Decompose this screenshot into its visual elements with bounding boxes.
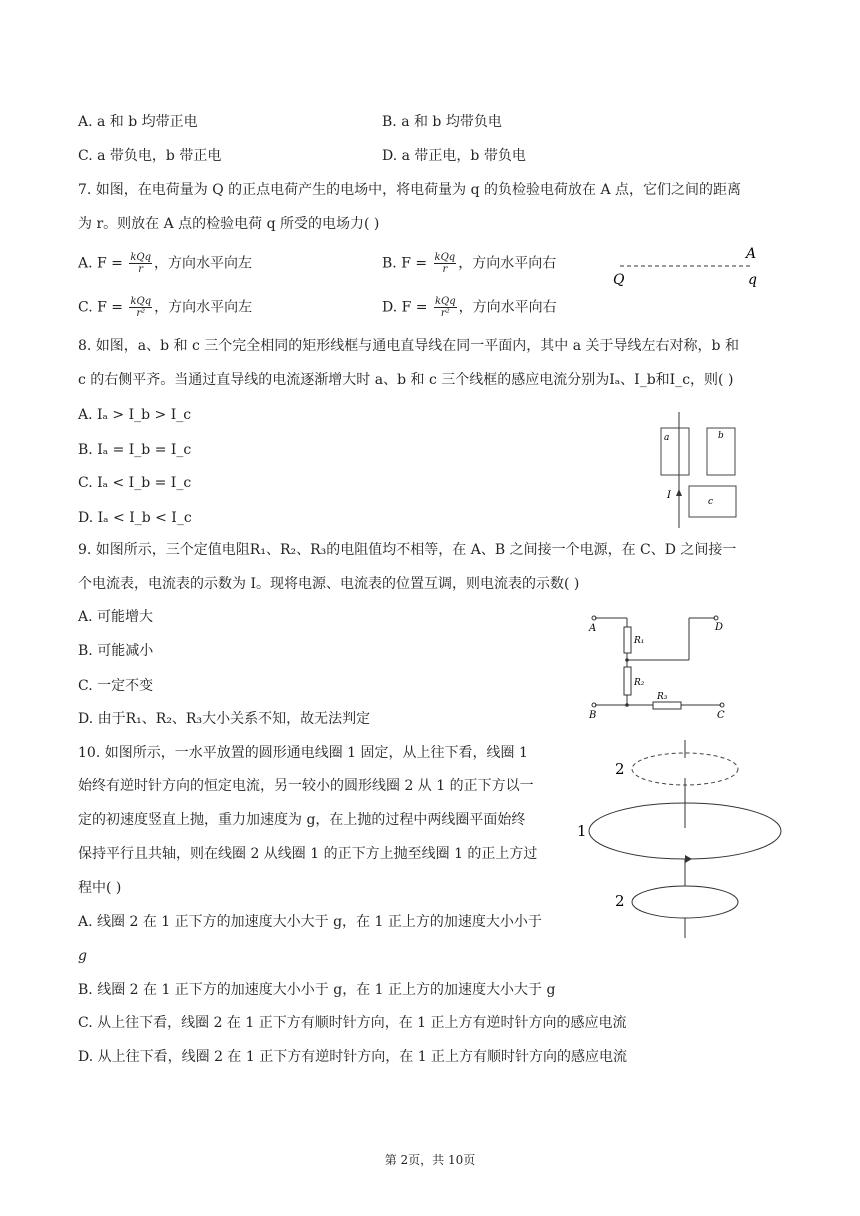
q10-label-coil-2-bottom: 2 [615, 892, 625, 910]
q7-option-b-fraction [434, 252, 457, 275]
q9-junction-dot-top [625, 658, 629, 662]
q9-stem-line1: 9. 如图所示，三个定值电阻R₁、R₂、R₃的电阻值均不相等，在 A、B 之间接一个电源，在 C、D 之间接一 [78, 542, 737, 558]
q9-resistor-R1 [624, 627, 631, 653]
q8-label-I: I [667, 490, 671, 501]
q10-stem-line4: 保持平行且共轴，则在线圈 2 从线圈 1 的正下方上抛至线圈 1 的正上方过 [78, 846, 538, 862]
q10-coil-2-bottom [632, 886, 738, 918]
q9-label-R1: R₁ [634, 636, 645, 646]
page-footer: 第 2页，共 10页 [384, 1153, 476, 1167]
q7-option-d-fraction [434, 296, 457, 319]
q7-figure [610, 244, 770, 292]
q10-option-a-line2: g [78, 948, 87, 964]
q9-option-c: C. 一定不变 [78, 678, 154, 694]
q10-label-coil-2-top: 2 [615, 760, 625, 778]
q7-option-d [382, 296, 557, 319]
q10-stem-line2: 始终有逆时针方向的恒定电流，另一较小的圆形线圈 2 从 1 的正下方以一 [78, 778, 534, 794]
q9-label-A: A [589, 623, 597, 634]
q8-option-d: D. Iₐ < I_b < I_c [78, 510, 192, 526]
q7-option-a-prefix: A. F = [78, 255, 123, 272]
q8-option-c: C. Iₐ < I_b = I_c [78, 475, 192, 491]
q10-stem-line3: 定的初速度竖直上抛，重力加速度为 g，在上抛的过程中两线圈平面始终 [78, 812, 526, 828]
q9-stem-line2: 个电流表，电流表的示数为 I。现将电源、电流表的位置互调，则电流表的示数( ) [78, 576, 580, 592]
q10-figure [575, 738, 795, 940]
q7-label-Q: Q [613, 272, 625, 288]
q7-option-b-suffix: ，方向水平向右 [458, 255, 557, 272]
q9-label-B: B [589, 710, 597, 721]
q7-option-c [78, 296, 252, 319]
q10-option-c: C. 从上往下看，线圈 2 在 1 正下方有顺时针方向，在 1 正上方有逆时针方向的感应电流 [78, 1015, 627, 1031]
q8-stem-line1: 8. 如图，a、b 和 c 三个完全相同的矩形线框与通电直导线在同一平面内，其中 a 关于导线左右对称，b 和 [78, 338, 739, 354]
q7-option-b [382, 252, 556, 275]
fraction-numerator: kQq [130, 296, 152, 307]
fraction-denominator: r² [136, 308, 146, 319]
q9-junction-dot-bottom [625, 703, 629, 707]
q9-resistor-R3 [653, 702, 681, 709]
q7-option-b-prefix: B. F = [382, 255, 428, 272]
q7-stem-line1: 7. 如图，在电荷量为 Q 的正点电荷产生的电场中，将电荷量为 q 的负检验电荷放在 A 点，它们之间的距离 [78, 182, 742, 198]
fraction-numerator: kQq [434, 296, 456, 307]
q7-option-a-suffix: ，方向水平向左 [154, 255, 253, 272]
fraction-denominator: r [442, 264, 448, 275]
q7-option-c-prefix: C. F = [78, 299, 124, 316]
fraction-denominator: r² [440, 308, 450, 319]
q6-option-a: A. a 和 b 均带正电 [78, 114, 198, 130]
q8-stem-line2: c 的右侧平齐。当通过直导线的电流逐渐增大时 a、b 和 c 三个线框的感应电流分别为Iₐ、I_b和I_c，则( ) [78, 372, 734, 388]
q7-option-c-fraction [129, 296, 152, 319]
q10-option-b: B. 线圈 2 在 1 正下方的加速度大小小于 g，在 1 正上方的加速度大小大于 g [78, 982, 556, 998]
q7-stem-line2: 为 r。则放在 A 点的检验电荷 q 所受的电场力( ) [78, 216, 380, 232]
q8-label-c: c [708, 497, 714, 507]
q8-label-a: a [664, 433, 670, 443]
q7-option-c-suffix: ，方向水平向左 [154, 299, 253, 316]
q7-label-A: A [746, 246, 757, 262]
q8-option-b: B. Iₐ = I_b = I_c [78, 442, 192, 458]
q9-label-D: D [715, 622, 724, 633]
q8-figure [655, 412, 750, 530]
q10-stem-line1: 10. 如图所示，一水平放置的圆形通电线圈 1 固定，从上往下看，线圈 1 [78, 745, 528, 761]
q7-option-a [78, 252, 252, 275]
q9-resistor-R2 [624, 667, 631, 695]
q7-option-a-fraction [129, 252, 152, 275]
q10-option-d: D. 从上往下看，线圈 2 在 1 正下方有逆时针方向，在 1 正上方有顺时针方向的感应电流 [78, 1049, 628, 1065]
q7-label-q: q [748, 272, 757, 288]
q7-option-d-prefix: D. F = [382, 299, 428, 316]
q7-option-d-suffix: ，方向水平向右 [458, 299, 557, 316]
q9-label-R3: R₃ [657, 692, 668, 702]
q9-label-C: C [717, 710, 725, 721]
q9-option-a: A. 可能增大 [78, 609, 154, 625]
q10-current-arrow [685, 855, 692, 863]
q9-label-R2: R₂ [634, 678, 645, 688]
q10-option-a-line1: A. 线圈 2 在 1 正下方的加速度大小大于 g，在 1 正上方的加速度大小小于 [78, 914, 542, 930]
q8-option-a: A. Iₐ > I_b > I_c [78, 407, 192, 423]
fraction-numerator: kQq [130, 252, 152, 263]
q6-option-d: D. a 带正电，b 带负电 [382, 148, 526, 164]
q9-option-d: D. 由于R₁、R₂、R₃大小关系不知，故无法判定 [78, 711, 371, 727]
q8-current-arrow [676, 489, 682, 496]
q6-option-b: B. a 和 b 均带负电 [382, 114, 502, 130]
fraction-denominator: r [138, 264, 144, 275]
q8-label-b: b [718, 431, 724, 441]
q10-label-coil-1: 1 [577, 822, 587, 840]
q9-figure [585, 610, 735, 722]
q10-stem-line5: 程中( ) [78, 880, 122, 896]
fraction-numerator: kQq [434, 252, 456, 263]
q6-option-c: C. a 带负电，b 带正电 [78, 148, 222, 164]
q9-option-b: B. 可能减小 [78, 643, 154, 659]
